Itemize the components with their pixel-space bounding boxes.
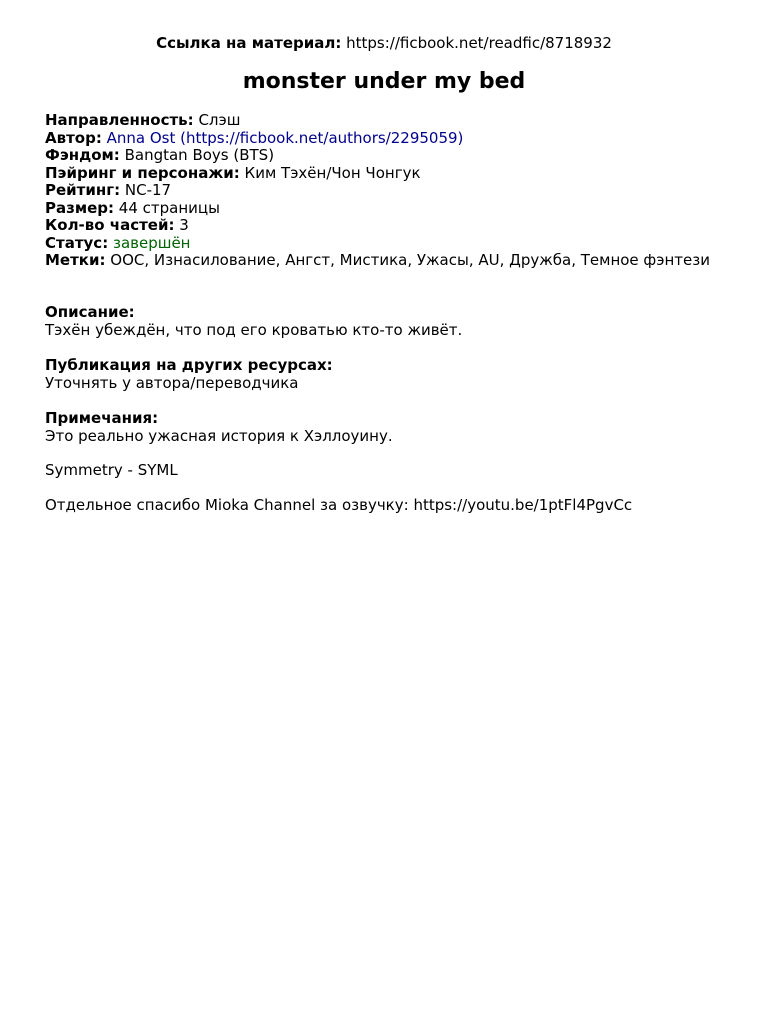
meta-pairing-label: Пэйринг и персонажи:: [45, 163, 240, 182]
meta-fandom-value: Bangtan Boys (BTS): [124, 146, 275, 164]
description-section: [45, 304, 725, 339]
publication-text: Уточнять у автора/переводчика: [45, 373, 299, 392]
notes-music-line: [45, 462, 725, 480]
meta-size-value: 44 страницы: [118, 198, 220, 217]
meta-size-label: Размер:: [45, 198, 115, 217]
meta-parts-label: Кол-во частей:: [45, 216, 175, 234]
source-link-line: [0, 34, 768, 52]
notes-section: [45, 410, 725, 445]
notes-line-1: Это реально ужасная история к Хэллоуину.: [45, 426, 393, 445]
meta-pairing: [45, 165, 725, 183]
notes-line-3: Отдельное спасибо Mioka Channel за озвучку: https://youtu.be/1ptFl4PgvCc: [45, 496, 633, 514]
meta-status-label: Статус:: [45, 233, 109, 252]
meta-pairing-value: Ким Тэхён/Чон Чонгук: [244, 163, 421, 182]
meta-tags-label: Метки:: [45, 251, 106, 269]
notes-thanks-line: [45, 497, 725, 515]
meta-tags-value: OOC, Изнасилование, Ангст, Мистика, Ужасы, AU, Дружба, Темное фэнтези: [110, 251, 710, 269]
source-url[interactable]: https://ficbook.net/readfic/8718932: [346, 34, 612, 52]
meta-rating-label: Рейтинг:: [45, 181, 121, 199]
notes-heading: Примечания:: [45, 409, 159, 427]
meta-rating-value: NC-17: [124, 181, 172, 199]
meta-rating: [45, 182, 725, 200]
description-heading: Описание:: [45, 303, 135, 321]
metadata-block: [45, 112, 725, 270]
meta-tags: [45, 252, 725, 270]
publication-heading: Публикация на других ресурсах:: [45, 356, 333, 374]
description-text: Тэхён убеждён, что под его кроватью кто-то живёт.: [45, 320, 463, 339]
meta-direction-label: Направленность:: [45, 111, 194, 129]
meta-author: [45, 130, 725, 148]
meta-status: [45, 235, 725, 253]
meta-fandom: [45, 147, 725, 165]
status-badge: завершён: [112, 233, 191, 252]
meta-fandom-label: Фэндом:: [45, 146, 120, 164]
author-link[interactable]: Anna Ost (https://ficbook.net/authors/2295059): [106, 128, 464, 147]
meta-direction: [45, 112, 725, 130]
publication-section: [45, 357, 725, 392]
meta-direction-value: Слэш: [198, 111, 241, 129]
meta-parts: [45, 217, 725, 235]
notes-line-2: Symmetry - SYML: [45, 461, 178, 479]
meta-author-label: Автор:: [45, 128, 102, 147]
meta-size: [45, 200, 725, 218]
source-label: Ссылка на материал:: [156, 34, 342, 52]
meta-parts-value: 3: [179, 216, 189, 234]
document-title: monster under my bed: [242, 69, 526, 94]
